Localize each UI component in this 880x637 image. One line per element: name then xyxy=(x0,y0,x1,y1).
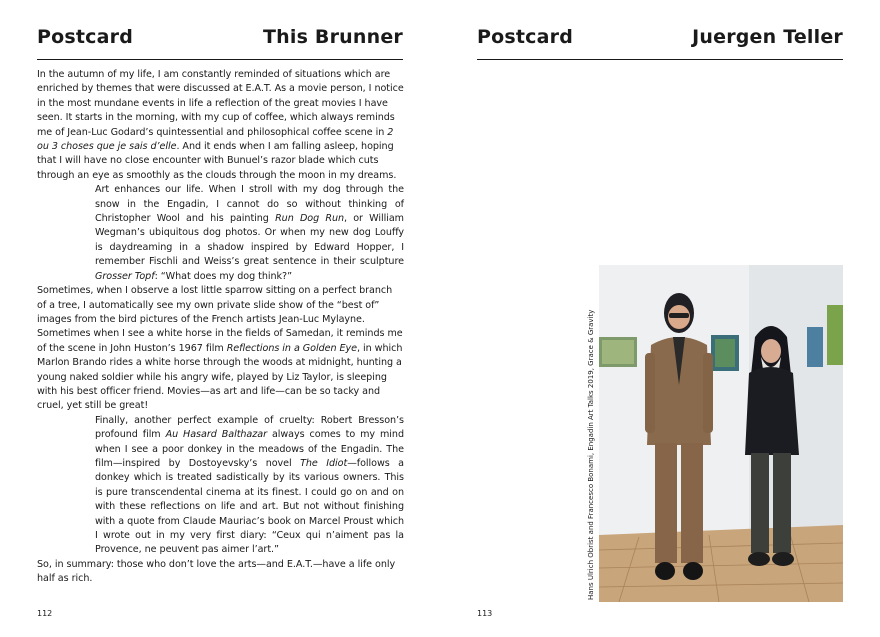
header-rule xyxy=(37,59,403,60)
author-name: Juergen Teller xyxy=(692,26,843,48)
header-rule xyxy=(477,59,843,60)
essay-text xyxy=(37,68,404,587)
right-page xyxy=(440,0,880,637)
section-title: Postcard xyxy=(37,26,134,48)
author-name: This Brunner xyxy=(262,26,403,48)
paragraph-1: In the autumn of my life, I am constantly reminded of situations which are enriched by themes that were discussed at E.A.T. As a movie person, I notice in the most mundane events in life a reflection of the great movies I have seen. It starts in the morning, with my cup of coffee, which always reminds me of Jean-Luc Godard’s quintessential and philosophical coffee scene in 2 ou 3 choses que je sais d’elle. And it ends when I am falling asleep, hoping that I will have no close encounter with Bunuel’s razor blade which cuts through an eye as smoothly as the clouds through the moon in my dreams. xyxy=(37,69,404,181)
photo-caption: Hans Ulrich Obrist and Francesco Bonami, Engadin Art Talks 2019, Grace & Gravity xyxy=(587,309,595,600)
paragraph-2: Art enhances our life. When I stroll with my dog through the snow in the Engadin, I cannot do so without thinking of Christopher Wool and his painting Run Dog Run, or William Wegman’s ubiquitous dog photos. Or when my new dog Louffy is daydreaming in a shadow inspired by Edward Hopper, I remember Fischli and Weiss’s great sentence in their sculpture Grosser Topf: “What does my dog think?” xyxy=(95,184,404,282)
page-number: 112 xyxy=(37,609,53,618)
page-number: 113 xyxy=(477,609,493,618)
section-title: Postcard xyxy=(477,26,574,48)
paragraph-3: Sometimes, when I observe a lost little sparrow sitting on a perfect branch of a tree, I automatically see my own private slide show of the “best of” images from the bird pictures of the French artists Jean-Luc Mylayne. Sometimes when I see a white horse in the fields of Samedan, it reminds me of the scene in John Huston’s 1967 film Reflections in a Golden Eye, in which Marlon Brando rides a white horse through the woods at midnight, hunting a young naked soldier while his angry wife, played by Liz Taylor, is sleeping with his best officer friend. Movies—as art and life—can be so tacky and cruel, yet still be great! xyxy=(37,285,403,412)
paragraph-5: So, in summary: those who don’t love the arts—and E.A.T.—have a life only half as rich. xyxy=(37,558,396,585)
photograph xyxy=(599,265,843,602)
paragraph-4: Finally, another perfect example of cruelty: Robert Bresson’s profound film Au Hasard Balthazar always comes to my mind when I see a poor donkey in the meadows of the Engadin. The film—inspired by Dostoyevsky’s novel The Idiot—follows a donkey which is treated sadistically by its various owners. This is pure transcendental cinema at its finest. I could go on and on with these reflections on life and art. But not without finishing with a quote from Claude Mauriac’s book on Marcel Proust which I wrote out in my very first diary: “Ceux qui n’aiment pas la Provence, ne peuvent pas aimer l’art.” xyxy=(95,414,404,556)
